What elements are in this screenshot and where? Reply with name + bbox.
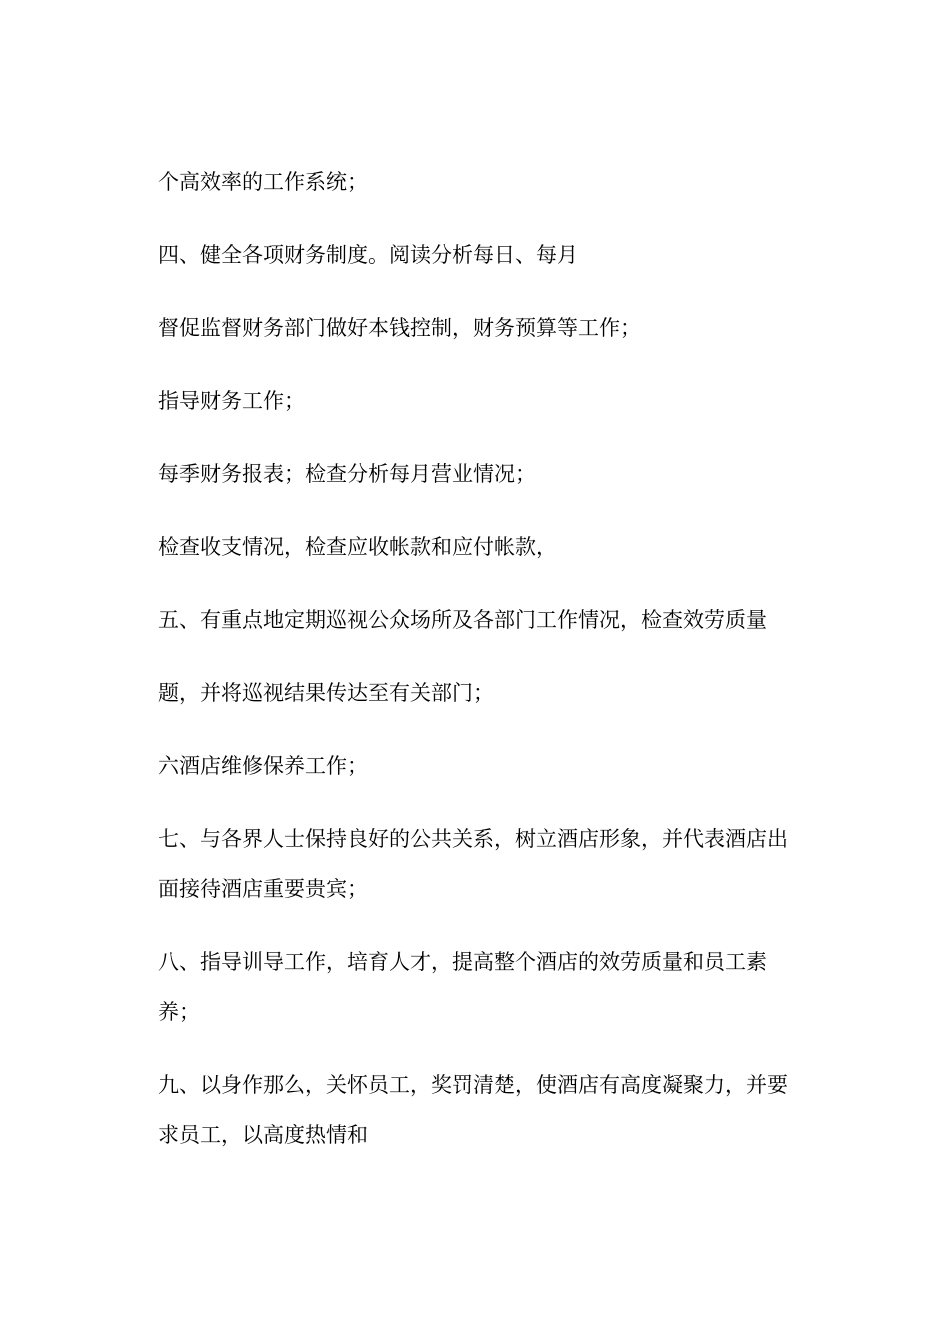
paragraph-8: 题，并将巡视结果传达至有关部门； xyxy=(158,681,494,705)
paragraph-2: 四、健全各项财务制度。阅读分析每日、每月 xyxy=(158,243,578,267)
paragraph-5: 每季财务报表；检查分析每月营业情况； xyxy=(158,462,536,486)
document-body xyxy=(158,157,798,1160)
paragraph-10: 七、与各界人士保持良好的公共关系，树立酒店形象，并代表酒店出面接待酒店重要贵宾； xyxy=(158,827,788,901)
paragraph-3: 督促监督财务部门做好本钱控制，财务预算等工作； xyxy=(158,316,641,340)
paragraph-11: 八、指导训导工作，培育人才，提高整个酒店的效劳质量和员工素养； xyxy=(158,950,767,1024)
paragraph-12: 九、以身作那么，关怀员工，奖罚清楚，使酒店有高度凝聚力，并要求员工，以高度热情和 xyxy=(158,1073,788,1147)
paragraph-6: 检查收支情况，检查应收帐款和应付帐款， xyxy=(158,535,557,559)
paragraph-1: 个高效率的工作系统； xyxy=(158,170,368,194)
paragraph-4: 指导财务工作； xyxy=(158,389,305,413)
paragraph-7: 五、有重点地定期巡视公众场所及各部门工作情况，检查效劳质量 xyxy=(158,608,767,632)
paragraph-9: 六酒店维修保养工作； xyxy=(158,754,368,778)
